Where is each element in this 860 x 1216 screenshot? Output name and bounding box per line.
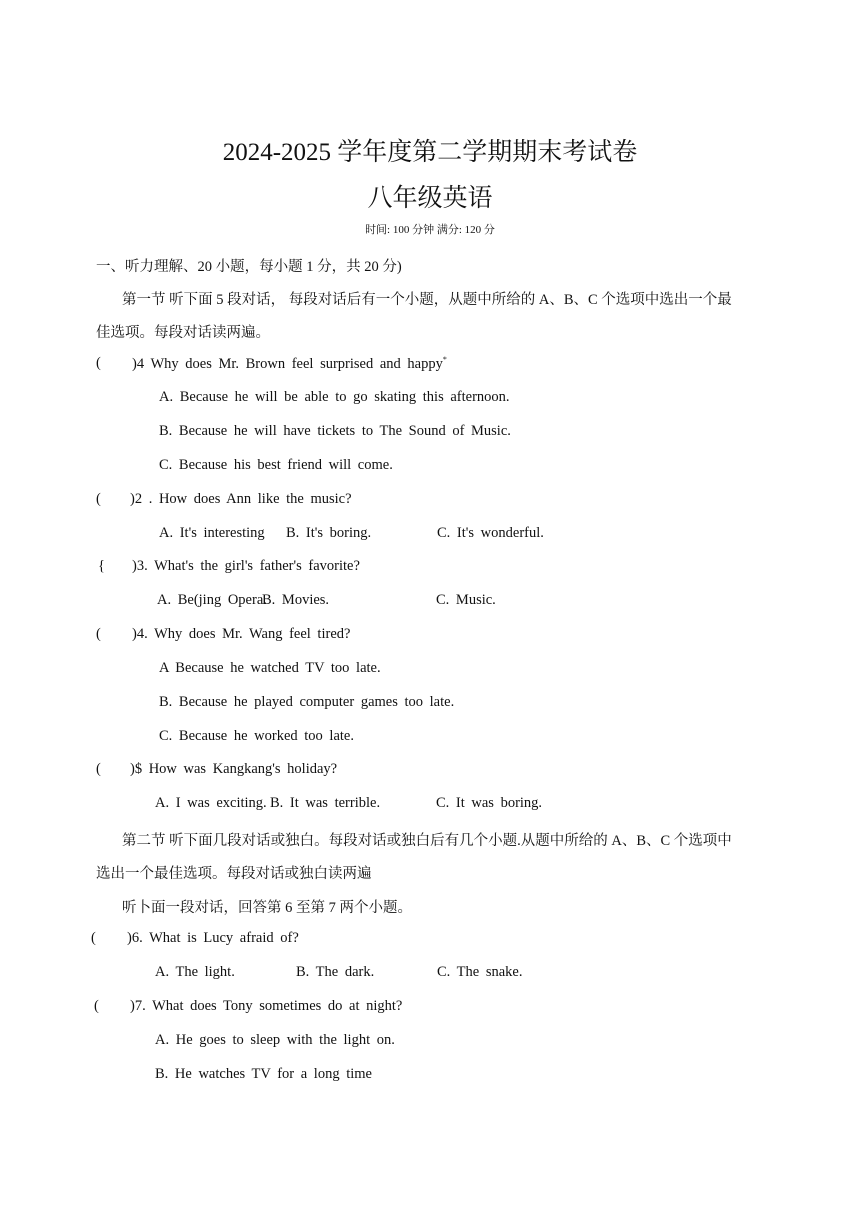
answer-bracket: ( bbox=[96, 626, 101, 642]
question-stem: )7. What does Tony sometimes do at night? bbox=[130, 998, 403, 1014]
question-stem: )3. What's the girl's father's favorite? bbox=[132, 558, 360, 574]
question-stem: )6. What is Lucy afraid of? bbox=[127, 930, 299, 946]
option-b: B. Because he will have tickets to The Sound of Music. bbox=[159, 423, 511, 439]
option-b: B. He watches TV for a long time bbox=[155, 1066, 372, 1082]
question-stem-text: )4 Why does Mr. Brown feel surprised and happy bbox=[132, 355, 443, 372]
option-a: A. The light. bbox=[155, 964, 235, 980]
answer-bracket: { bbox=[98, 558, 105, 574]
answer-bracket: ( bbox=[96, 355, 101, 371]
option-c: C. The snake. bbox=[437, 964, 523, 980]
question-stem: )4. Why does Mr. Wang feel tired? bbox=[132, 626, 351, 642]
option-c: C. Music. bbox=[436, 592, 496, 608]
option-a: A. Because he will be able to go skating this afternoon. bbox=[159, 389, 510, 405]
question-stem: )2 . How does Ann like the music? bbox=[130, 491, 352, 507]
page-subtitle: 八年级英语 bbox=[367, 185, 493, 212]
option-c: C. Because he worked too late. bbox=[159, 728, 354, 744]
option-c: C. It's wonderful. bbox=[437, 525, 544, 541]
option-a: A. Be(jing Opera. bbox=[157, 592, 267, 608]
question-stem: )$ How was Kangkang's holiday? bbox=[130, 761, 338, 777]
option-b: B. Because he played computer games too late. bbox=[159, 694, 455, 710]
answer-bracket: ( bbox=[96, 761, 101, 777]
option-c: C. Because his best friend will come. bbox=[159, 457, 393, 473]
option-a: A Because he watched TV too late. bbox=[159, 660, 381, 676]
part2-intro-line2: 选出一个最佳选项。每段对话或独白读两遍 bbox=[96, 866, 372, 882]
part1-intro-line1: 第一节 听下面 5 段对话， 每段对话后有一个小题，从题中所给的 A、B、C 个选项中选出一个最 bbox=[122, 292, 732, 308]
option-b: B. It's boring. bbox=[286, 525, 372, 541]
stem-superscript: * bbox=[442, 355, 447, 364]
option-c: C. It was boring. bbox=[436, 795, 543, 811]
question-stem bbox=[132, 355, 447, 373]
part1-intro-line2: 佳选项。每段对话读两遍。 bbox=[96, 325, 270, 341]
answer-bracket: ( bbox=[91, 930, 96, 946]
dialogue-intro: 听卜面一段对话，回答第 6 至第 7 两个小题。 bbox=[122, 900, 412, 916]
exam-meta: 时间: 100 分钟 满分: 120 分 bbox=[365, 224, 495, 236]
answer-bracket: ( bbox=[96, 491, 101, 507]
section-heading: 一、听力理解、20 小题，每小题 1 分，共 20 分) bbox=[96, 259, 402, 275]
answer-bracket: ( bbox=[94, 998, 99, 1014]
option-b: B. The dark. bbox=[296, 964, 375, 980]
option-a: A. I was exciting. bbox=[155, 795, 267, 811]
page-title: 2024-2025 学年度第二学期期末考试卷 bbox=[222, 139, 638, 166]
part2-intro-line1: 第二节 听下面几段对话或独白。每段对话或独白后有几个小题.从题中所给的 A、B、C 个选项中 bbox=[122, 833, 732, 849]
option-b: B. Movies. bbox=[262, 592, 330, 608]
option-a: A. He goes to sleep with the light on. bbox=[155, 1032, 395, 1048]
option-b: B. It was terrible. bbox=[270, 795, 381, 811]
option-a: A. It's interesting bbox=[159, 525, 265, 541]
